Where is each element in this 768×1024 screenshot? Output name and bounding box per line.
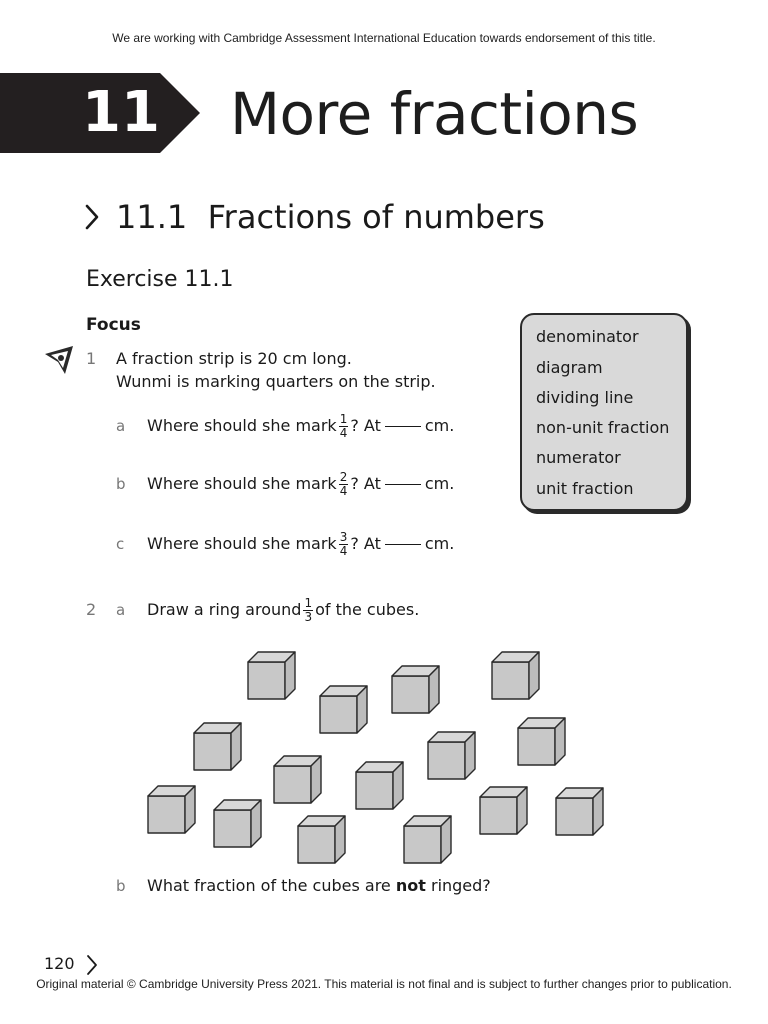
question-2a: 2 a Draw a ring around $\frac{1}{3}$ of the cubes. bbox=[86, 595, 420, 624]
fraction: $\frac{1}{3}$ bbox=[304, 595, 313, 624]
answer-blank[interactable] bbox=[385, 544, 421, 545]
part-letter: c bbox=[116, 535, 125, 553]
fraction: $\frac{2}{4}$ bbox=[339, 469, 348, 498]
part-text: Where should she mark bbox=[147, 474, 337, 493]
chevron-right-icon bbox=[84, 203, 100, 231]
cube[interactable] bbox=[480, 787, 527, 834]
answer-blank[interactable] bbox=[385, 426, 421, 427]
compass-arrow-icon bbox=[43, 344, 75, 376]
fraction: $\frac{1}{4}$ bbox=[339, 411, 348, 440]
cube[interactable] bbox=[148, 786, 195, 833]
vocab-word: non-unit fraction bbox=[536, 418, 670, 437]
vocab-word: unit fraction bbox=[536, 479, 634, 498]
fraction: $\frac{3}{4}$ bbox=[339, 529, 348, 558]
cube[interactable] bbox=[248, 652, 295, 699]
cube[interactable] bbox=[492, 652, 539, 699]
cube[interactable] bbox=[404, 816, 451, 863]
cube[interactable] bbox=[356, 762, 403, 809]
cube[interactable] bbox=[320, 686, 367, 733]
part-text: Draw a ring around bbox=[147, 600, 302, 619]
question-1b: b Where should she mark $\frac{2}{4}$ ? At cm. bbox=[116, 469, 455, 498]
cube[interactable] bbox=[214, 800, 261, 847]
question-2b: b What fraction of the cubes are not ringed? bbox=[116, 876, 491, 895]
question-1c: c Where should she mark $\frac{3}{4}$ ? At cm. bbox=[116, 529, 455, 558]
endorsement-notice: We are working with Cambridge Assessment International Education towards endorsement of this title. bbox=[112, 31, 656, 45]
cubes-diagram[interactable] bbox=[140, 640, 620, 865]
cube[interactable] bbox=[298, 816, 345, 863]
question-2-number: 2 bbox=[86, 600, 97, 619]
part-letter: a bbox=[116, 417, 126, 435]
vocab-word: dividing line bbox=[536, 388, 634, 407]
emphasis-not: not bbox=[395, 876, 426, 895]
chapter-number: 11 bbox=[82, 80, 160, 145]
part-letter: a bbox=[116, 601, 126, 619]
cube[interactable] bbox=[428, 732, 475, 779]
cube[interactable] bbox=[518, 718, 565, 765]
focus-label: Focus bbox=[86, 315, 141, 335]
cube[interactable] bbox=[194, 723, 241, 770]
part-text: Where should she mark bbox=[147, 416, 337, 435]
answer-blank[interactable] bbox=[385, 484, 421, 485]
part-letter: b bbox=[116, 475, 126, 493]
question-1a: a Where should she mark $\frac{1}{4}$ ? At cm. bbox=[116, 411, 455, 440]
question-1-line1: A fraction strip is 20 cm long. bbox=[116, 349, 352, 368]
chevron-right-icon bbox=[86, 954, 98, 976]
section-title: 11.1 Fractions of numbers bbox=[116, 198, 545, 236]
exercise-title: Exercise 11.1 bbox=[86, 267, 234, 292]
vocab-word: diagram bbox=[536, 358, 603, 377]
part-text: Where should she mark bbox=[147, 534, 337, 553]
page-number: 120 bbox=[44, 954, 75, 973]
cube[interactable] bbox=[274, 756, 321, 803]
copyright-footer: Original material © Cambridge University Press 2021. This material is not final and is subject to further changes prior to publication. bbox=[36, 977, 732, 991]
vocab-word: numerator bbox=[536, 448, 621, 467]
question-1-number: 1 bbox=[86, 349, 97, 368]
cube[interactable] bbox=[392, 666, 439, 713]
vocab-word: denominator bbox=[536, 327, 639, 346]
vocabulary-box bbox=[520, 313, 688, 511]
question-1-line2: Wunmi is marking quarters on the strip. bbox=[116, 372, 436, 391]
part-letter: b bbox=[116, 877, 126, 895]
cube[interactable] bbox=[556, 788, 603, 835]
chapter-title: More fractions bbox=[230, 80, 639, 148]
